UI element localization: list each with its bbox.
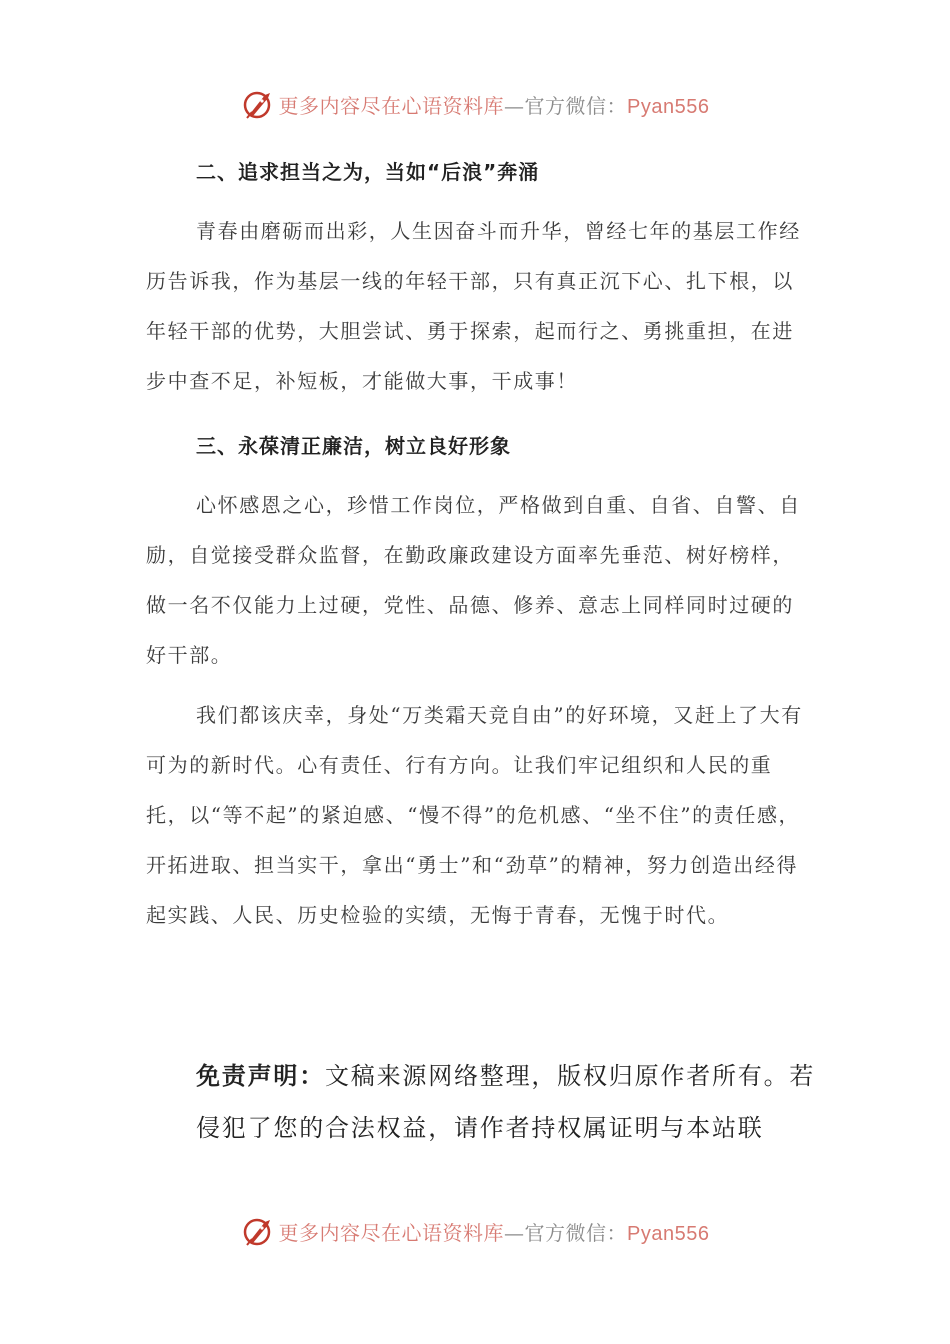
banner-wechat-label: 官方微信： bbox=[524, 1220, 628, 1245]
banner-wechat-label: 官方微信： bbox=[524, 93, 628, 118]
banner-wechat-id: Pyan556 bbox=[627, 1222, 710, 1245]
paragraph: 青春由磨砺而出彩，人生因奋斗而升华，曾经七年的基层工作经历告诉我，作为基层一线的年轻干部，只有真正沉下心、扎下根，以年轻干部的优势，大胆尝试、勇于探索，起而行之、勇挑重担，在进步中查不足，补短板，才能做大事，干成事！ bbox=[146, 219, 801, 393]
paragraph: 我们都该庆幸，身处“万类霜天竞自由”的好环境，又赶上了大有可为的新时代。心有责任、行有方向。让我们牢记组织和人民的重托，以“等不起”的紧迫感、“慢不得”的危机感、“坐不住”的责任感，开拓进取、担当实干，拿出“勇士”和“劲草”的精神，努力创造出经得起实践、人民、历史检验的实绩，无悔于青春，无愧于时代。 bbox=[146, 703, 803, 927]
banner-dash: — bbox=[504, 93, 525, 118]
pen-nib-circle-icon bbox=[241, 87, 275, 121]
section-heading-3: 三、永葆清正廉洁，树立良好形象 bbox=[196, 434, 511, 458]
disclaimer-text: 文稿来源网络整理，版权归原作者所有。若侵犯了您的合法权益，请作者持权属证明与本站联 bbox=[196, 1062, 816, 1142]
banner-site-name: 更多内容尽在心语资料库 bbox=[278, 1220, 505, 1245]
paragraph: 心怀感恩之心，珍惜工作岗位，严格做到自重、自省、自警、自励，自觉接受群众监督，在勤政廉政建设方面率先垂范、树好榜样，做一名不仅能力上过硬，党性、品德、修养、意志上同样同时过硬的好干部。 bbox=[146, 493, 801, 667]
banner-site-name: 更多内容尽在心语资料库 bbox=[278, 93, 505, 118]
disclaimer-label: 免责声明： bbox=[196, 1062, 325, 1090]
banner-dash: — bbox=[504, 1220, 525, 1245]
banner-text bbox=[279, 1217, 710, 1246]
section-heading-2: 二、追求担当之为，当如“后浪”奔涌 bbox=[196, 160, 540, 184]
banner-wechat-id: Pyan556 bbox=[627, 95, 710, 118]
banner-text bbox=[279, 90, 710, 119]
disclaimer bbox=[196, 1050, 816, 1154]
header-banner bbox=[0, 82, 950, 126]
pen-nib-circle-icon bbox=[241, 1214, 275, 1248]
footer-banner bbox=[0, 1209, 950, 1253]
